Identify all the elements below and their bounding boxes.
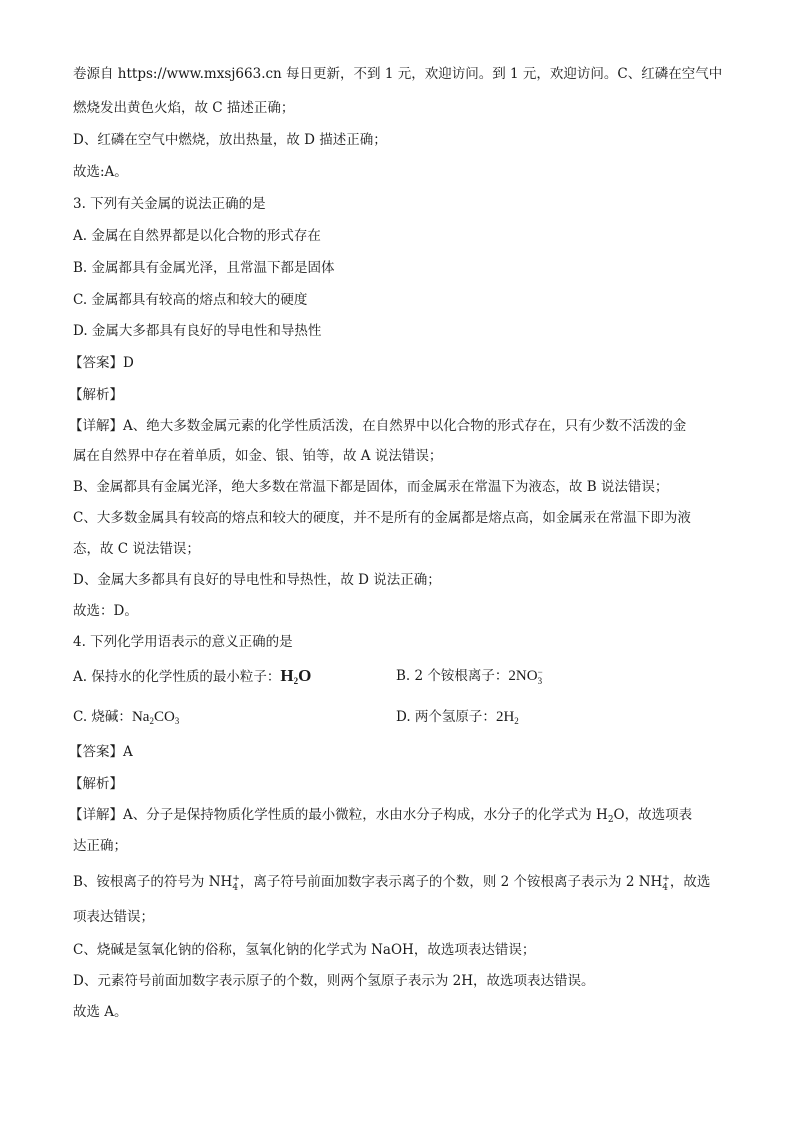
formula-2h2: $2H_2$	[495, 709, 519, 726]
question-4-detail-6: D、元素符号前面加数字表示原子的个数，则两个氢原子表示为 2H，故选项表达错误。	[73, 973, 595, 989]
question-4-option-c	[73, 707, 179, 731]
question-4-option-d	[396, 707, 519, 731]
question-3-option-c: C. 金属都具有较高的熔点和较大的硬度	[73, 292, 308, 308]
text-line-4: 故选:A。	[73, 164, 128, 180]
detail-tag: 【详解】	[69, 807, 123, 823]
question-4-option-a	[73, 666, 311, 691]
question-3-stem: 3. 下列有关金属的说法正确的是	[73, 196, 266, 212]
text-line-1: 卷源自 https://www.mxsj663.cn 每日更新，不到 1 元，欢迎访问。到 1 元，欢迎访问。C、红磷在空气中	[73, 66, 723, 82]
option-label: D. 两个氢原子：	[396, 709, 496, 725]
question-4-answer	[69, 742, 133, 762]
detail-text: A、绝大多数金属元素的化学性质活泼，在自然界中以化合物的形式存在，只有少数不活泼的金	[123, 418, 687, 434]
question-4-stem: 4. 下列化学用语表示的意义正确的是	[73, 634, 293, 650]
question-4-detail-1: 【详解】A、分子是保持物质化学性质的最小微粒，水由水分子构成，水分子的化学式为 $H_2O$，故选项表	[69, 807, 693, 825]
answer-tag: 【答案】	[69, 744, 123, 760]
question-4-detail-3: B、铵根离子的符号为 NH + 4 ，离子符号前面加数字表示离子的个数，则 2 个铵根离子表示为 2 NH + 4 ，故选	[73, 874, 711, 893]
question-3-option-b: B. 金属都具有金属光泽，且常温下都是固体	[73, 260, 335, 276]
question-3-option-d: D. 金属大多都具有良好的导电性和导热性	[73, 323, 322, 339]
formula-no3: 2NO − 3	[508, 667, 543, 686]
question-3-detail-6: D、金属大多都具有良好的导电性和导热性，故 D 说法正确；	[73, 572, 441, 588]
question-4-detail-7: 故选 A。	[73, 1004, 128, 1020]
question-4-detail-5: C、烧碱是氢氧化钠的俗称，氢氧化钠的化学式为 NaOH，故选项表达错误；	[73, 942, 536, 958]
question-3-analysis-tag: 【解析】	[69, 387, 123, 403]
formula-h2o: $H_2O$	[280, 666, 312, 686]
question-4-option-b	[396, 666, 543, 686]
option-label: C. 烧碱：	[73, 709, 132, 725]
question-3-detail-4: C、大多数金属具有较高的熔点和较大的硬度，并不是所有的金属都是熔点高，如金属汞在常温下即为液	[73, 510, 691, 526]
question-4-detail-2: 达正确；	[73, 838, 127, 854]
option-label: A. 保持水的化学性质的最小粒子：	[73, 669, 281, 685]
detail-tag: 【详解】	[69, 418, 123, 434]
question-3-option-a: A. 金属在自然界都是以化合物的形式存在	[73, 228, 321, 244]
answer-value: A	[123, 744, 133, 760]
answer-value: D	[123, 355, 134, 371]
question-3-detail-7: 故选：D。	[73, 603, 138, 619]
text-line-3: D、红磷在空气中燃烧，放出热量，故 D 描述正确；	[73, 132, 387, 148]
question-3-detail-1	[69, 416, 686, 436]
option-label: B. 2 个铵根离子：	[396, 668, 509, 684]
question-3-detail-5: 态，故 C 说法错误；	[73, 541, 200, 557]
answer-tag: 【答案】	[69, 355, 123, 371]
question-3-detail-3: B、金属都具有金属光泽，绝大多数在常温下都是固体，而金属汞在常温下为液态，故 B 说法错误；	[73, 479, 669, 495]
question-4-analysis-tag: 【解析】	[69, 776, 123, 792]
text-line-2: 燃烧发出黄色火焰，故 C 描述正确；	[73, 100, 295, 116]
question-3-answer	[69, 353, 134, 373]
formula-na2co3: $Na_2CO_3$	[131, 709, 180, 726]
question-4-detail-4: 项表达错误；	[73, 909, 154, 925]
question-3-detail-2: 属在自然界中存在着单质，如金、银、铂等，故 A 说法错误；	[73, 448, 443, 464]
